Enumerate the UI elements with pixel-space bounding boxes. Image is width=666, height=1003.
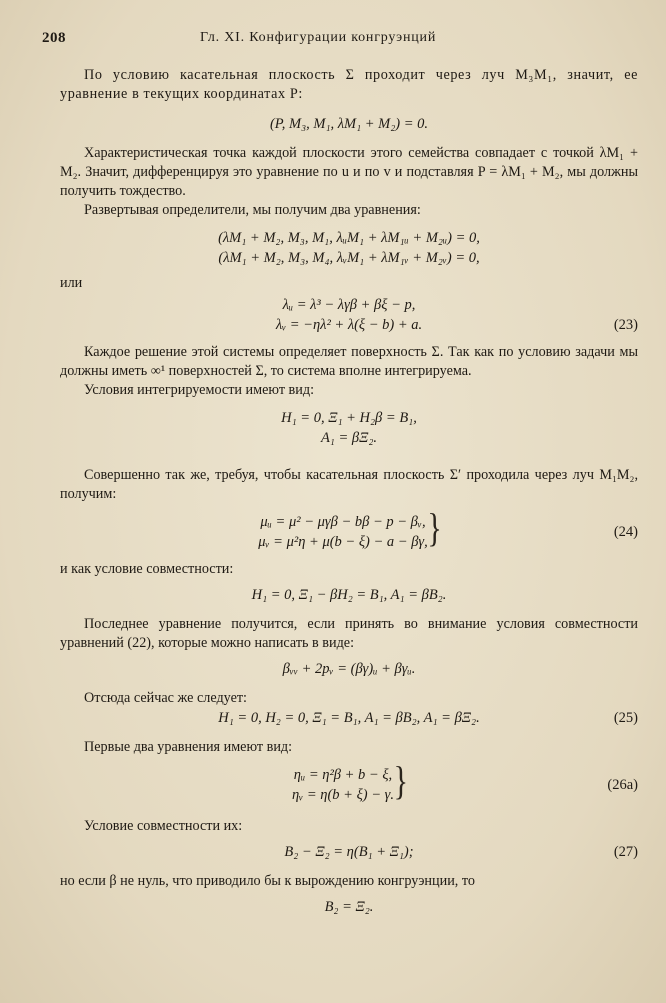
paragraph-3: Развертывая определители, мы получим два уравнения: [84, 202, 421, 218]
equation-27 [60, 842, 638, 862]
equation-compatibility [60, 585, 638, 605]
paragraph-13: но если β не нуль, что приводило бы к вырождению конгруэнции, то [60, 873, 475, 889]
right-brace-icon: } [393, 759, 408, 804]
equation-24-v: μᵥ = μ²η + μ(b − ξ) − a − βγ, [258, 534, 428, 550]
equation-24-number: (24) [613, 524, 638, 540]
paragraph-4: или [60, 275, 83, 291]
equation-plane-text: (P, M₃, M₁, λM₁ + M₂) = 0. [269, 116, 429, 132]
paragraph-8: и как условие совместности: [60, 561, 234, 577]
paragraph-10: Отсюда сейчас же следует: [84, 690, 248, 706]
equation-23-v: λᵥ = −ηλ² + λ(ξ − b) + a. [275, 317, 423, 333]
paragraph-9: Последнее уравнение получится, если принять во внимание условия совместности уравнений (22), которые можно написать в виде: [60, 616, 638, 651]
equation-determinants-u: (λM₁ + M₂, M₃, M₁, λᵤM₁ + λM₁ᵤ + M₂ᵤ) = 0, [218, 230, 480, 246]
equation-23-u: λᵤ = λ³ − λγβ + βξ − p, [282, 297, 416, 313]
equation-final-text: B₂ = Ξ₂. [324, 899, 374, 915]
equation-26a [60, 759, 638, 807]
equation-23 [60, 293, 638, 337]
equation-25-text: H₁ = 0, H₂ = 0, Ξ₁ = B₁, A₁ = βB₂, A₁ = βΞ₂. [218, 710, 480, 726]
equation-26a-system [291, 759, 408, 805]
running-head: Гл. XI. Конфигурации конгруэнций [200, 30, 437, 45]
equation-compatibility-text: H₁ = 0, Ξ₁ − βH₂ = B₁, A₁ = βB₂. [251, 587, 447, 603]
equation-27-text: B₂ − Ξ₂ = η(B₁ + Ξ₁); [284, 844, 414, 860]
equation-22-form-text: βᵥᵥ + 2pᵥ = (βγ)ᵤ + βγᵤ. [282, 661, 416, 677]
equation-plane [60, 114, 638, 134]
equation-25-number: (25) [613, 710, 638, 726]
paragraph-7: Совершенно так же, требуя, чтобы касательная плоскость Σ′ проходила через луч M₁M₂, получим: [60, 467, 638, 502]
equation-24 [60, 506, 638, 554]
page-body [60, 66, 638, 917]
right-brace-icon: } [427, 506, 442, 551]
equation-determinants [60, 226, 638, 270]
equation-26a-u: ηᵤ = η²β + b − ξ, [293, 767, 393, 783]
equation-26a-v: ηᵥ = η(b + ξ) − γ. [291, 787, 394, 803]
equation-integrability-1: H₁ = 0, Ξ₁ + H₂β = B₁, [281, 410, 417, 426]
paragraph-11: Первые два уравнения имеют вид: [84, 739, 293, 755]
equation-determinants-v: (λM₁ + M₂, M₃, M₄, λᵥM₁ + λM₁ᵥ + M₂ᵥ) = 0, [218, 250, 480, 266]
paragraph-6: Условия интегрируемости имеют вид: [84, 382, 315, 398]
paragraph-5: Каждое решение этой системы определяет поверхность Σ. Так как по условию задачи мы должны иметь ∞¹ поверхностей Σ, то система вполне интегрируема. [60, 344, 638, 379]
equation-22-form [60, 659, 638, 679]
equation-final [60, 897, 638, 917]
paragraph-2: Характеристическая точка каждой плоскости этого семейства совпадает с точкой λM₁ + M₂. Значит, дифференцируя это уравнение по u и по v и подставляя P = λM₁ + M₂, мы должны получить тождество. [60, 145, 638, 199]
equation-integrability-2: A₁ = βΞ₂. [320, 430, 378, 446]
equation-24-u: μᵤ = μ² − μγβ − bβ − p − βᵥ, [260, 514, 426, 530]
equation-24-system [258, 506, 442, 552]
equation-25 [60, 708, 638, 728]
paragraph-12: Условие совместности их: [84, 818, 243, 834]
equation-23-number: (23) [613, 317, 638, 333]
equation-integrability [60, 406, 638, 450]
paragraph-1: По условию касательная плоскость Σ проходит через луч M₃M₁, значит, ее уравнение в текущих координатах P: [60, 67, 638, 102]
equation-27-number: (27) [613, 844, 638, 860]
page-header [42, 28, 626, 50]
equation-26a-number: (26a) [607, 777, 638, 793]
page-number: 208 [42, 30, 66, 46]
